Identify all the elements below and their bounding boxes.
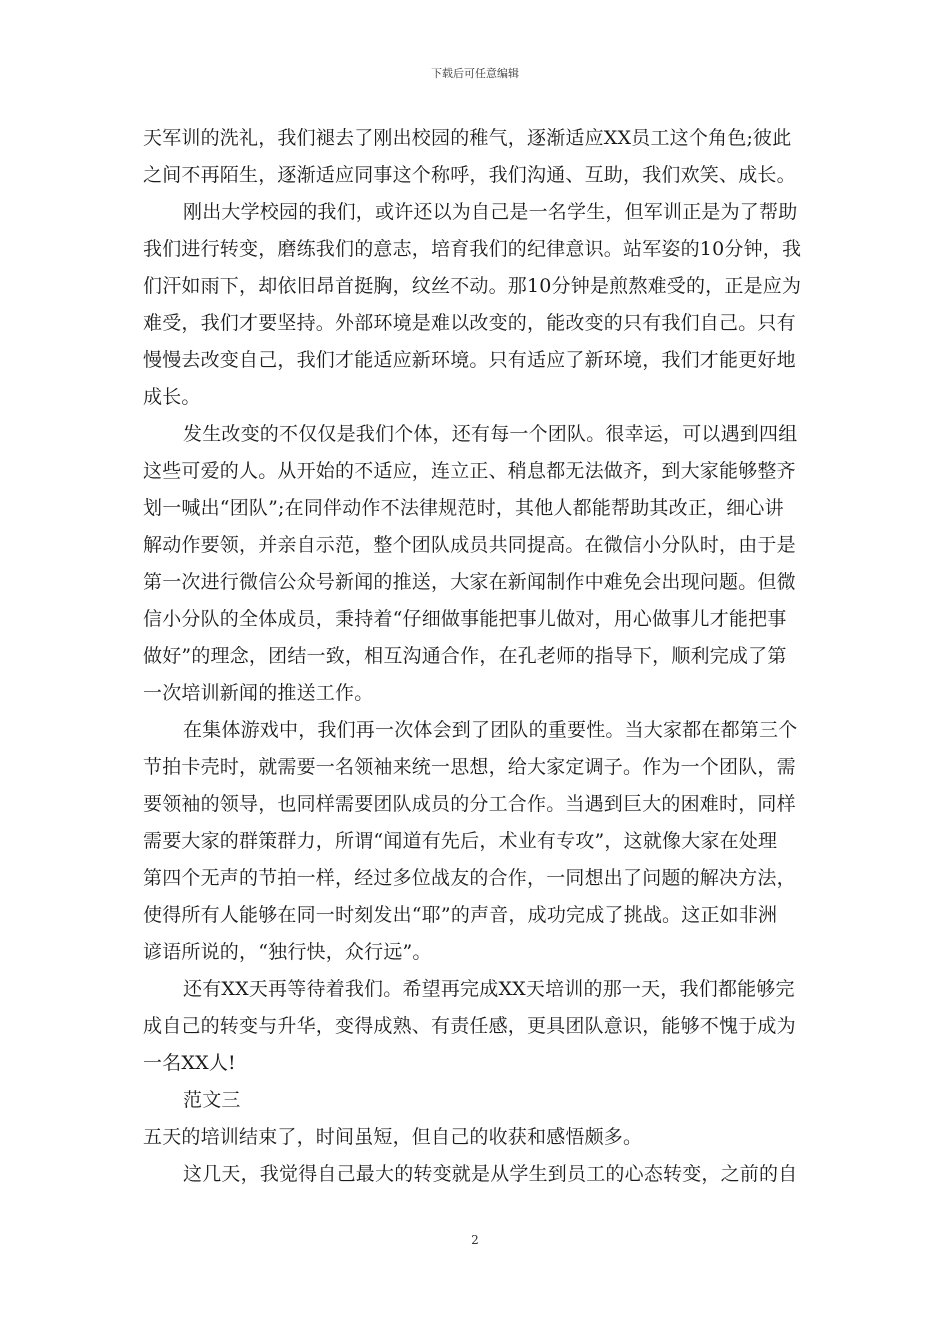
line-text: 第一次进行微信公众号新闻的推送，大家在新闻制作中难免会出现问题。但微	[143, 571, 796, 593]
paragraph-p4	[143, 712, 807, 971]
text-line	[143, 712, 807, 749]
paragraph-p3	[143, 416, 807, 712]
page-header	[0, 67, 950, 81]
line-text: 范文三	[183, 1089, 241, 1111]
text-line	[143, 120, 807, 157]
line-text: 节拍卡壳时，就需要一名领袖来统一思想，给大家定调子。作为一个团队，需	[143, 756, 796, 778]
text-line	[143, 823, 807, 860]
line-text: 一次培训新闻的推送工作。	[143, 682, 374, 704]
text-line	[143, 601, 807, 638]
line-text: 要领袖的领导，也同样需要团队成员的分工合作。当遇到巨大的困难时，同样	[143, 793, 796, 815]
line-text: 在集体游戏中，我们再一次体会到了团队的重要性。当大家都在都第三个	[183, 719, 798, 741]
line-text: 划一喊出“团队”;在同伴动作不法律规范时，其他人都能帮助其改正，细心讲	[143, 497, 784, 519]
line-text: 信小分队的全体成员，秉持着“仔细做事能把事儿做对，用心做事儿才能把事	[143, 608, 787, 630]
text-line	[143, 268, 807, 305]
paragraph-p1	[143, 120, 807, 194]
text-line	[143, 157, 807, 194]
line-text: 刚出大学校园的我们，或许还以为自己是一名学生，但军训正是为了帮助	[183, 201, 798, 223]
line-text: 成自己的转变与升华，变得成熟、有责任感，更具团队意识，能够不愧于成为	[143, 1015, 796, 1037]
text-line	[143, 786, 807, 823]
text-line	[143, 1008, 807, 1045]
line-text: 一名XX人!	[143, 1052, 236, 1074]
text-line	[143, 564, 807, 601]
text-line	[143, 897, 807, 934]
text-line	[143, 305, 807, 342]
text-line	[143, 1082, 807, 1119]
paragraph-p5	[143, 971, 807, 1082]
text-line	[143, 194, 807, 231]
line-text: 需要大家的群策群力，所谓“闻道有先后，术业有专攻”，这就像大家在处理	[143, 830, 778, 852]
document-body	[143, 120, 807, 1193]
paragraph-p2	[143, 194, 807, 416]
text-line	[143, 379, 807, 416]
line-text: 这些可爱的人。从开始的不适应，连立正、稍息都无法做齐，到大家能够整齐	[143, 460, 796, 482]
paragraph-p6	[143, 1082, 807, 1119]
line-text: 发生改变的不仅仅是我们个体，还有每一个团队。很幸运，可以遇到四组	[183, 423, 798, 445]
text-line	[143, 453, 807, 490]
text-line	[143, 1119, 807, 1156]
text-line	[143, 934, 807, 971]
line-text: 难受，我们才要坚持。外部环境是难以改变的，能改变的只有我们自己。只有	[143, 312, 796, 334]
page-footer	[0, 1232, 950, 1248]
text-line	[143, 675, 807, 712]
text-line	[143, 1045, 807, 1082]
text-line	[143, 231, 807, 268]
line-text: 慢慢去改变自己，我们才能适应新环境。只有适应了新环境，我们才能更好地	[143, 349, 796, 371]
page-number: 2	[471, 1233, 479, 1247]
line-text: 解动作要领，并亲自示范，整个团队成员共同提高。在微信小分队时，由于是	[143, 534, 796, 556]
line-text: 谚语所说的，“独行快，众行远”。	[143, 941, 432, 963]
line-text: 我们进行转变，磨练我们的意志，培育我们的纪律意识。站军姿的10分钟，我	[143, 238, 802, 260]
line-text: 使得所有人能够在同一时刻发出“耶”的声音，成功完成了挑战。这正如非洲	[143, 904, 778, 926]
line-text: 们汗如雨下，却依旧昂首挺胸，纹丝不动。那10分钟是煎熬难受的，正是应为	[143, 275, 802, 297]
text-line	[143, 342, 807, 379]
line-text: 天军训的洗礼，我们褪去了刚出校园的稚气，逐渐适应XX员工这个角色;彼此	[143, 127, 792, 149]
text-line	[143, 416, 807, 453]
text-line	[143, 490, 807, 527]
text-line	[143, 638, 807, 675]
header-text: 下载后可任意编辑	[431, 67, 519, 80]
text-line	[143, 971, 807, 1008]
line-text: 之间不再陌生，逐渐适应同事这个称呼，我们沟通、互助，我们欢笑、成长。	[143, 164, 796, 186]
text-line	[143, 1156, 807, 1193]
text-line	[143, 860, 807, 897]
line-text: 成长。	[143, 386, 201, 408]
line-text: 这几天，我觉得自己最大的转变就是从学生到员工的心态转变，之前的自	[183, 1163, 798, 1185]
paragraph-p8	[143, 1156, 807, 1193]
paragraph-p7	[143, 1119, 807, 1156]
text-line	[143, 749, 807, 786]
line-text: 第四个无声的节拍一样，经过多位战友的合作，一同想出了问题的解决方法，	[143, 867, 796, 889]
line-text: 还有XX天再等待着我们。希望再完成XX天培训的那一天，我们都能够完	[183, 978, 795, 1000]
line-text: 做好”的理念，团结一致，相互沟通合作，在孔老师的指导下，顺利完成了第	[143, 645, 787, 667]
line-text: 五天的培训结束了，时间虽短，但自己的收获和感悟颇多。	[143, 1126, 643, 1148]
text-line	[143, 527, 807, 564]
